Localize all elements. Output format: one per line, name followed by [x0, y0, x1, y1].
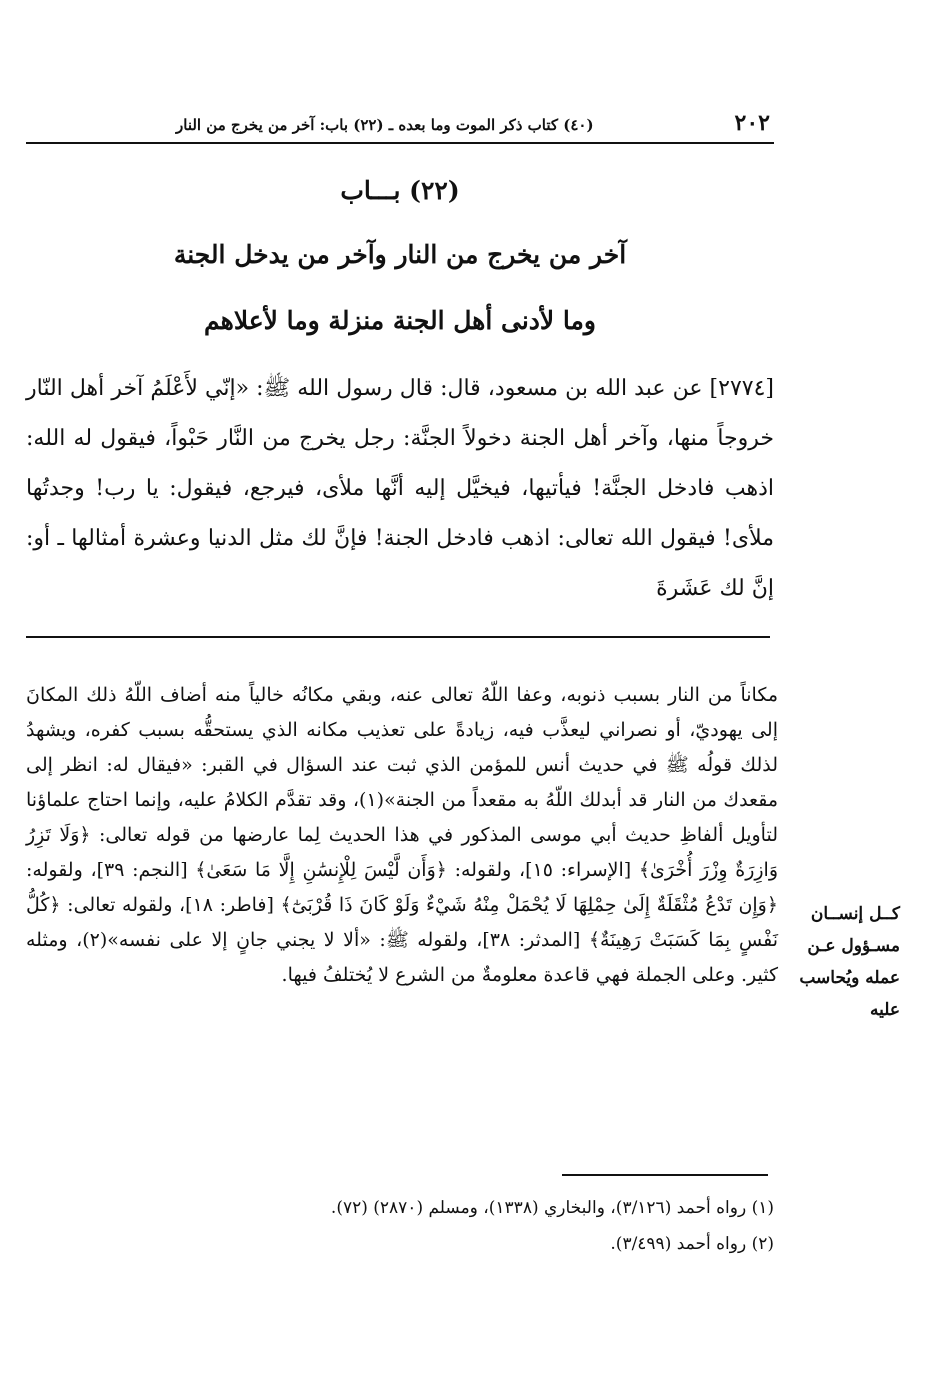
footnotes — [26, 1190, 774, 1262]
main-divider — [26, 636, 770, 638]
chapter-number: (٢٢) بـــاب — [340, 176, 460, 205]
chapter-title-line-2: وما لأدنى أهل الجنة منزلة وما لأعلاهم — [204, 306, 596, 335]
commentary-text: مكاناً من النار بسبب ذنوبه، وعفا اللّهُ تعالى عنه، وبقي مكانُه خالياً منه أضاف اللّهُ ذلك المكانَ إلى يهوديّ، أو نصراني ليعذَّب فيه، زيادةً على تعذيب مكانه الذي يستحقُّه بسبب كفره، ويشهدُ لذلك قولُه ﷺ في حديث أنس للمؤمن الذي ثبت عند السؤال في القبر: «فيقال له: انظر إلى مقعدك من النار قد أبدلك اللّهُ به مقعداً من الجنة»(١)، وقد تقدَّم الكلامُ عليه، وإنما احتاج علماؤنا لتأويل ألفاظِ حديث أبي موسى المذكور في هذا الحديث لِما عارضها من قوله تعالى: ﴿وَلَا تَزِرُ وَازِرَةٌ وِزْرَ أُخْرَىٰ﴾ [الإسراء: ١٥]، ولقوله: ﴿وَأَن لَّيْسَ لِلْإِنسَٰنِ إِلَّا مَا سَعَىٰ﴾ [النجم: ٣٩]، ولقوله: ﴿وَإِن تَدْعُ مُثْقَلَةٌ إِلَىٰ حِمْلِهَا لَا يُحْمَلْ مِنْهُ شَيْءٌ وَلَوْ كَانَ ذَا قُرْبَىٰٓ﴾ [فاطر: ١٨]، ولقوله تعالى: ﴿كُلُّ نَفْسٍ بِمَا كَسَبَتْ رَهِينَةٌ﴾ [المدثر: ٣٨]، ولقوله ﷺ: «ألا لا يجني جانٍ إلا على نفسه»(٢)، ومثله كثير. وعلى الجملة فهي قاعدة معلومةٌ من الشرع لا يُختلفُ فيها. — [26, 684, 779, 986]
page-header — [26, 108, 774, 144]
chapter-title-line-1: آخر من يخرج من النار وآخر من يدخل الجنة — [173, 240, 627, 269]
running-head: (٤٠) كتاب ذكر الموت وما بعده ـ (٢٢) باب: آخر من يخرج من النار — [176, 116, 594, 134]
footnote-1: (١) رواه أحمد (٣/١٢٦)، والبخاري (١٣٣٨)، ومسلم (٢٨٧٠) (٧٢). — [330, 1198, 774, 1218]
margin-note: كــل إنســان مسـؤول عـن عمله ويُحاسب عليه — [799, 904, 900, 1020]
footnote-divider — [562, 1174, 768, 1176]
page-number: ٢٠٢ — [734, 110, 770, 136]
footnote-2: (٢) رواه أحمد (٣/٤٩٩). — [610, 1234, 774, 1254]
hadith-text: [٢٧٧٤] عن عبد الله بن مسعود، قال: قال رسول الله ﷺ: «إنّي لأَعْلَمُ آخر أهل النّار خروجاً منها، وآخر أهل الجنة دخولاً الجنَّة: رجل يخرج من النَّار حَبْواً، فيقول له الله: اذهب فادخل الجنَّة! فيأتيها، فيخيَّل إليه أنَّها ملأى، فيرجع، فيقول: يا رب! وجدتُها ملأى! فيقول الله تعالى: اذهب فادخل الجنة! فإنَّ لك مثل الدنيا وعشرة أمثالها ـ أو: إنَّ لك عَشَرةَ — [26, 376, 774, 601]
